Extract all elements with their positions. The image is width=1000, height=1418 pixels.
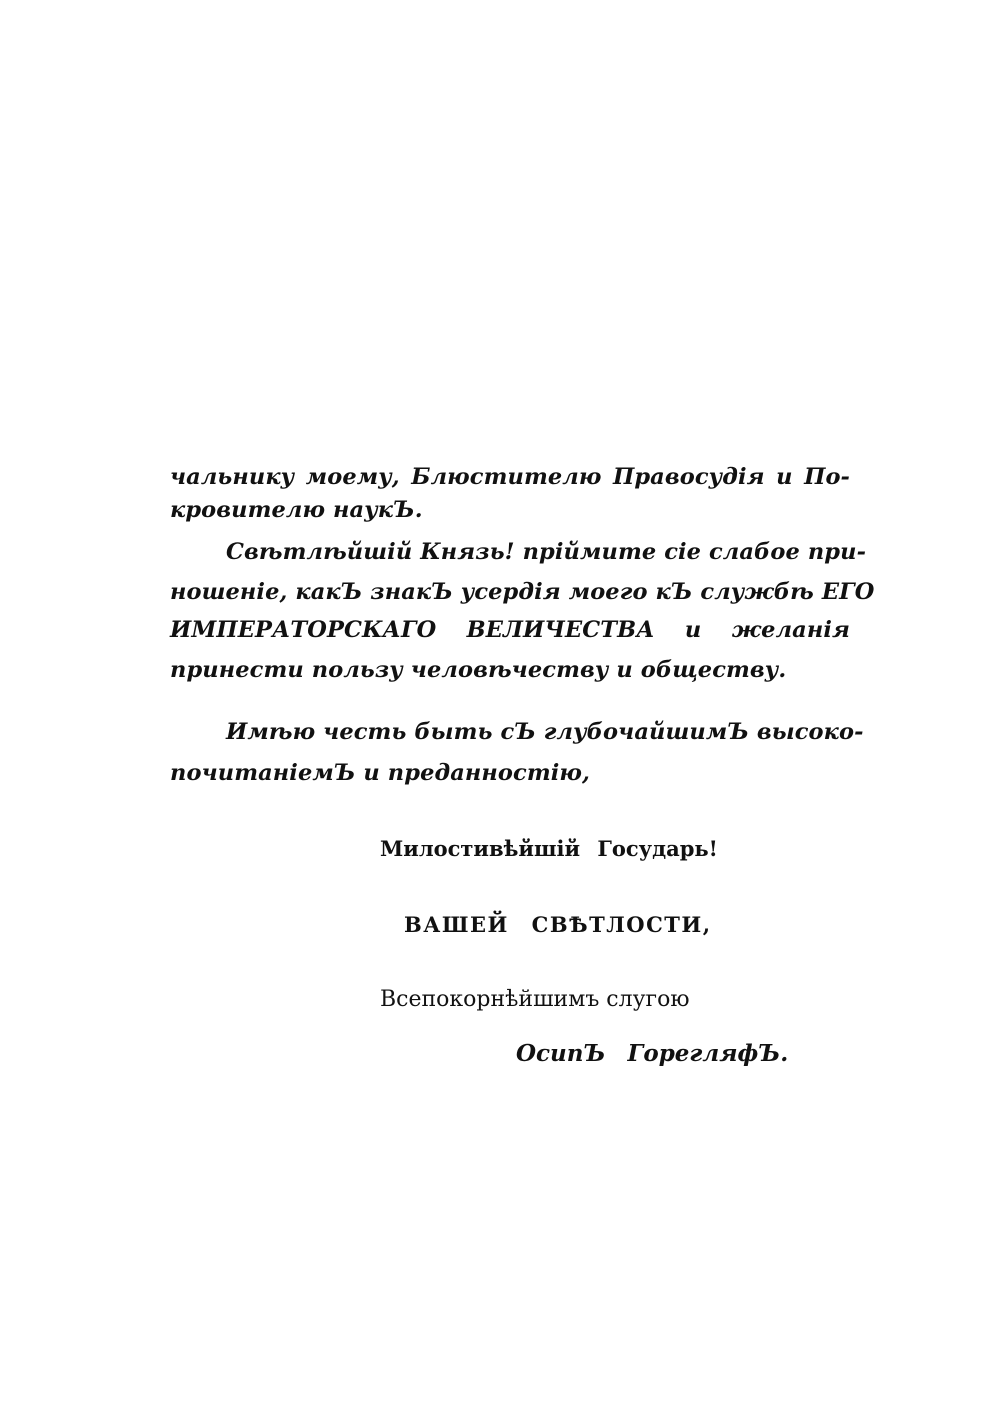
letter-line-5: ИМПЕРАТОРСКАГО ВЕЛИЧЕСТВА и желанія [170, 617, 850, 643]
signature: ОсипЪ ГорегляфЪ. [516, 1040, 789, 1067]
letter-line-4: ношеніе, какЪ знакЪ усердія моего кЪ службѣ ЕГО [170, 579, 875, 605]
letter-line-6: принести пользу человѣчеству и обществу. [170, 657, 787, 683]
letter-line-7: Имѣю честь быть сЪ глубочайшимЪ высоко- [226, 719, 864, 745]
letter-line-1: чальнику моему, Блюстителю Правосудія и По- [170, 464, 850, 490]
letter-line-3: Свѣтлѣйшій Князь! пріймите сіе слабое при- [226, 539, 867, 565]
letter-line-2: кровителю наукЪ. [170, 497, 423, 523]
closing-title: ВАШЕЙ СВѢТЛОСТИ, [404, 912, 712, 937]
closing-salutation: Милостивѣйшій Государь! [380, 836, 718, 861]
closing-servant: Всепокорнѣйшимъ слугою [380, 987, 690, 1012]
letter-line-8: почитаніемЪ и преданностію, [170, 760, 590, 786]
